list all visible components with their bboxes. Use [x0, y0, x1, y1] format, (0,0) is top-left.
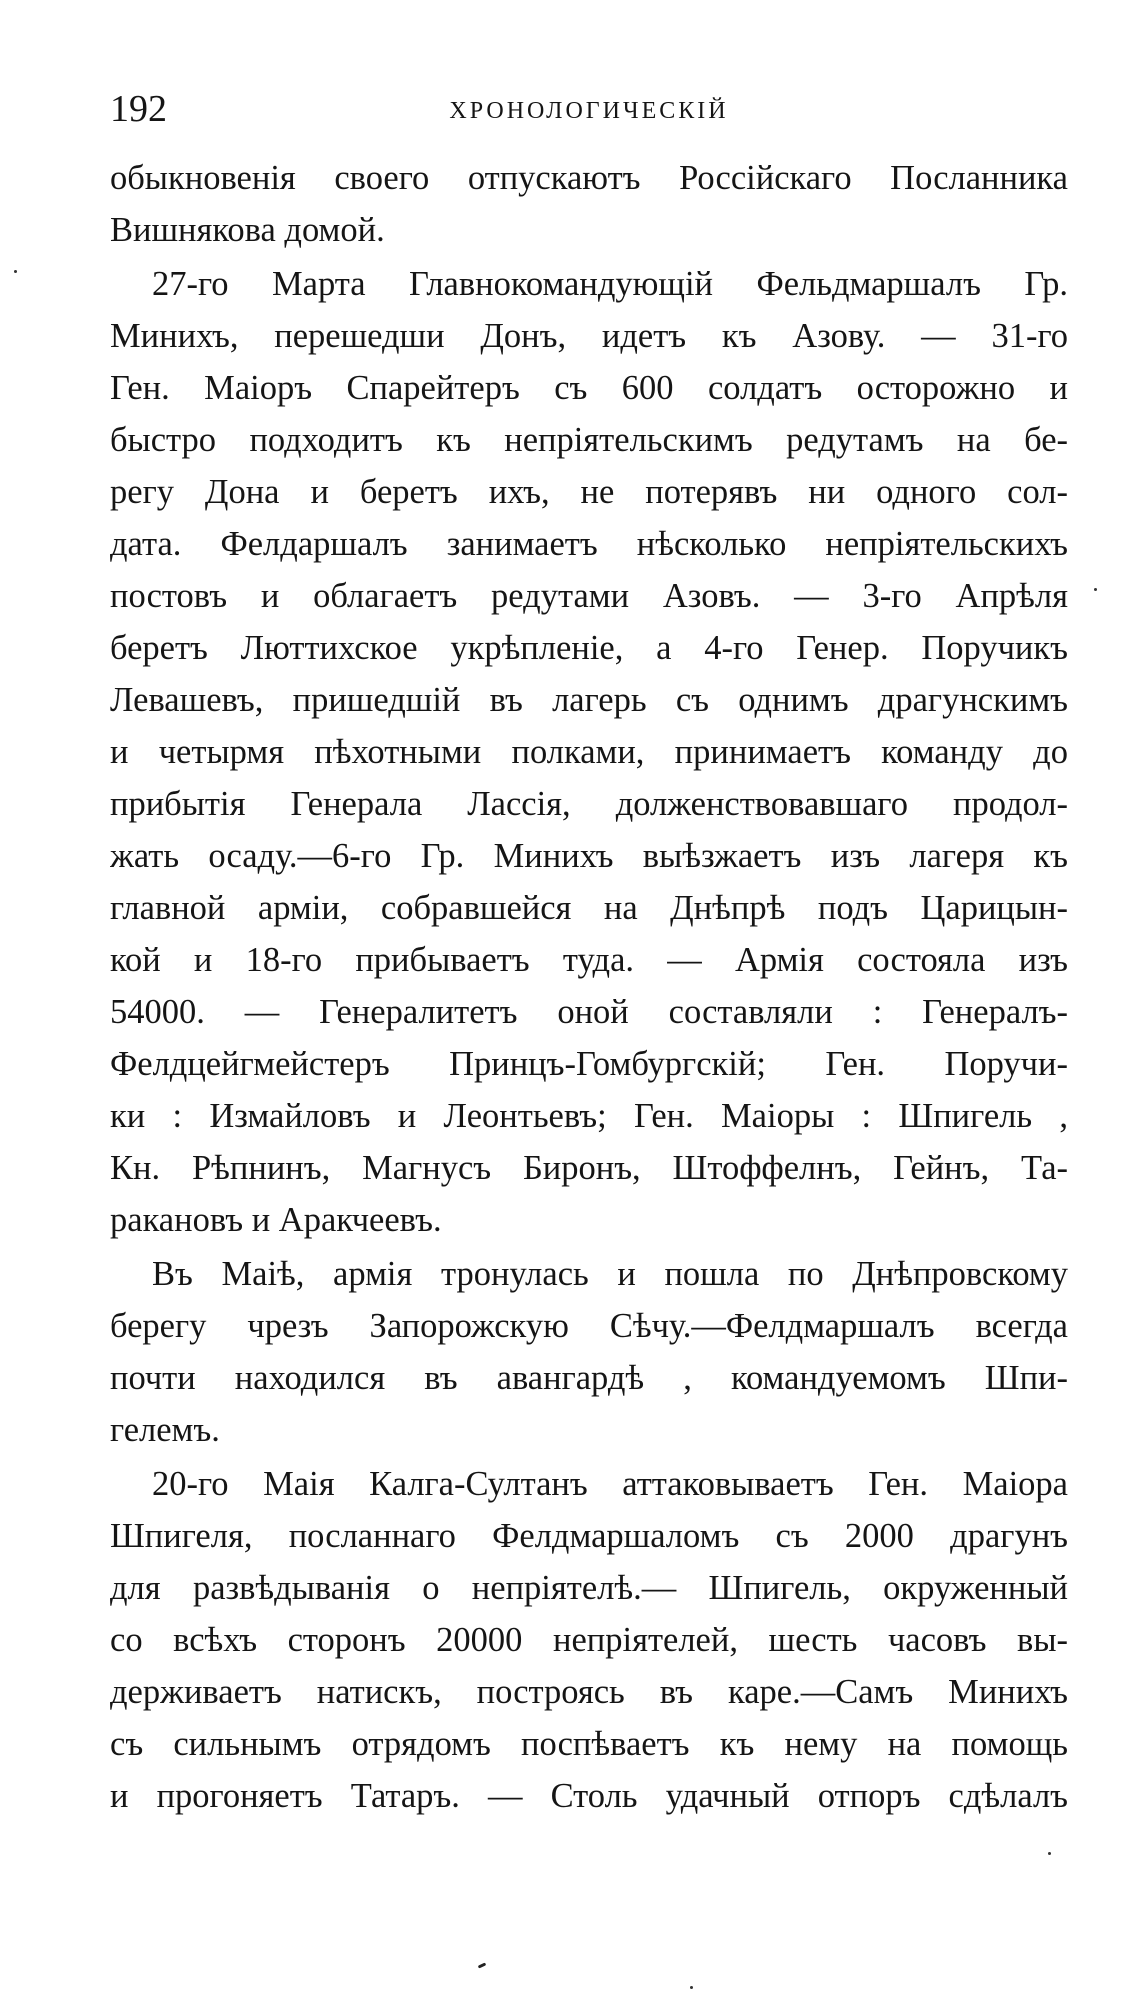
text-line: главной арміи, собравшейся на Днѣпрѣ подъ Царицын-	[110, 889, 1068, 927]
text-line: гелемъ.	[110, 1411, 220, 1449]
text-line: Фелдцейгмейстеръ Принцъ-Гомбургскій; Ген. Поручи-	[110, 1045, 1068, 1083]
text-line: и четырмя пѣхотными полками, принимаетъ команду до	[110, 733, 1068, 771]
text-line: Кн. Рѣпнинъ, Магнусъ Биронъ, Штоффелнъ, Гейнъ, Та-	[110, 1149, 1068, 1187]
text-line: прибытія Генерала Лассія, долженствовавшаго продол-	[110, 785, 1068, 823]
scan-blot	[478, 1962, 487, 1968]
text-line: регу Дона и беретъ ихъ, не потерявъ ни одного сол-	[110, 473, 1068, 511]
text-line: Шпигеля, посланнаго Фелдмаршаломъ съ 2000 драгунъ	[110, 1517, 1068, 1555]
page-header	[110, 84, 1068, 134]
text-line: и прогоняетъ Татаръ. — Столь удачный отпоръ сдѣлалъ	[110, 1777, 1068, 1815]
text-line: 54000. — Генералитетъ оной составляли : Генералъ-	[110, 993, 1068, 1031]
text-line: обыкновенія своего отпускаютъ Россійскаго Посланника	[110, 159, 1068, 197]
scan-speck	[690, 1986, 693, 1989]
text-line: почти находился въ авангардѣ , командуемомъ Шпи-	[110, 1359, 1068, 1397]
paragraph	[110, 1458, 1068, 1822]
paragraph	[110, 258, 1068, 1246]
paragraph	[110, 1248, 1068, 1456]
text-line: 20-го Маія Калга-Султанъ аттаковываетъ Ген. Маіора	[152, 1465, 1068, 1503]
text-line: съ сильнымъ отрядомъ поспѣваетъ къ нему на помощь	[110, 1725, 1068, 1763]
text-line: Вишнякова домой.	[110, 211, 385, 249]
text-line: кой и 18-го прибываетъ туда. — Армія состояла изъ	[110, 941, 1068, 979]
scan-speck	[14, 270, 17, 273]
paragraph	[110, 152, 1068, 256]
body-text	[110, 152, 1068, 1822]
text-line: для развѣдыванія о непріятелѣ.— Шпигель, окруженный	[110, 1569, 1068, 1607]
text-line: ки : Измайловъ и Леонтьевъ; Ген. Маіоры : Шпигель ,	[110, 1097, 1068, 1135]
text-line: беретъ Люттихское укрѣпленіе, а 4-го Генер. Поручикъ	[110, 629, 1068, 667]
text-line: дата. Фелдаршалъ занимаетъ нѣсколько непріятельскихъ	[110, 525, 1068, 563]
text-line: быстро подходитъ къ непріятельскимъ редутамъ на бе-	[110, 421, 1068, 459]
scan-speck	[1094, 588, 1097, 591]
running-head: ХРОНОЛОГИЧЕСКІЙ	[449, 98, 729, 124]
text-line: постовъ и облагаетъ редутами Азовъ. — 3-го Апрѣля	[110, 577, 1068, 615]
text-line: 27-го Марта Главнокомандующій Фельдмаршалъ Гр.	[152, 265, 1068, 303]
text-line: Въ Маіѣ, армія тронулась и пошла по Днѣпровскому	[152, 1255, 1068, 1293]
scan-speck	[1048, 1852, 1051, 1855]
page-number: 192	[110, 88, 167, 130]
text-line: берегу чрезъ Запорожскую Сѣчу.—Фелдмаршалъ всегда	[110, 1307, 1068, 1345]
text-line: Левашевъ, пришедшій въ лагерь съ однимъ драгунскимъ	[110, 681, 1068, 719]
text-line: ракановъ и Аракчеевъ.	[110, 1201, 442, 1239]
text-line: со всѣхъ сторонъ 20000 непріятелей, шесть часовъ вы-	[110, 1621, 1068, 1659]
text-line: держиваетъ натискъ, построясь въ каре.—Самъ Минихъ	[110, 1673, 1068, 1711]
text-line: Ген. Маіоръ Спарейтеръ съ 600 солдатъ осторожно и	[110, 369, 1068, 407]
text-line: жать осаду.—6-го Гр. Минихъ выѣзжаетъ изъ лагеря къ	[110, 837, 1068, 875]
text-line: Минихъ, перешедши Донъ, идетъ къ Азову. — 31-го	[110, 317, 1068, 355]
